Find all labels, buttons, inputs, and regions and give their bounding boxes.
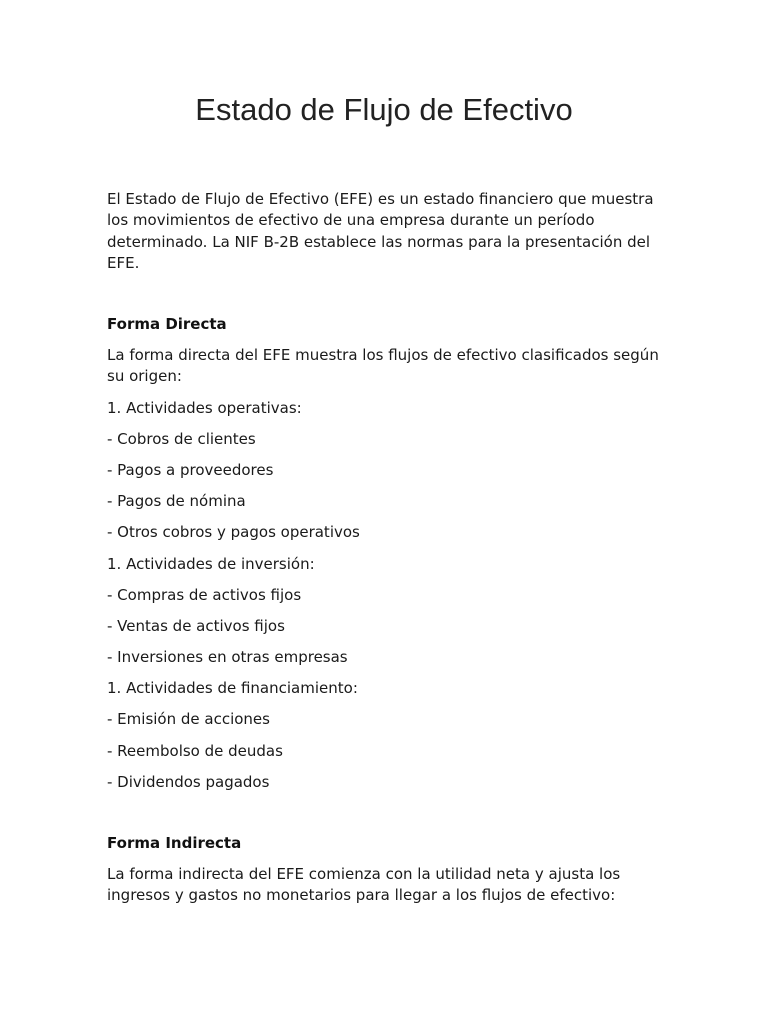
list-item: - Dividendos pagados <box>107 772 270 791</box>
list-item: - Cobros de clientes <box>107 429 256 448</box>
intro-paragraph: El Estado de Flujo de Efectivo (EFE) es un estado financiero que muestra los movimientos de efectivo de una empresa durante un período determinado. La NIF B-2B establece las normas para la presentación del EFE. <box>107 190 654 272</box>
list-item: 1. Actividades de inversión: <box>107 554 315 573</box>
section-forma-indirecta <box>107 833 667 907</box>
section-lead-indirecta: La forma indirecta del EFE comienza con la utilidad neta y ajusta los ingresos y gastos no monetarios para llegar a los flujos de efectivo: <box>107 865 621 905</box>
list-item: - Ventas de activos fijos <box>107 616 285 635</box>
list-item: 1. Actividades operativas: <box>107 398 302 417</box>
list-item: - Inversiones en otras empresas <box>107 648 348 667</box>
section-heading-directa: Forma Directa <box>107 315 227 333</box>
list-item: - Reembolso de deudas <box>107 741 283 760</box>
list-item: 1. Actividades de financiamiento: <box>107 679 358 698</box>
list-item: - Emisión de acciones <box>107 710 270 729</box>
page-title: Estado de Flujo de Efectivo <box>195 92 573 127</box>
section-heading-indirecta: Forma Indirecta <box>107 834 242 852</box>
section-forma-directa <box>107 314 667 803</box>
list-item: - Pagos a proveedores <box>107 460 274 479</box>
section-lead-directa: La forma directa del EFE muestra los flujos de efectivo clasificados según su origen: <box>107 346 659 386</box>
list-item: - Compras de activos fijos <box>107 585 302 604</box>
list-item: - Otros cobros y pagos operativos <box>107 523 360 542</box>
list-item: - Pagos de nómina <box>107 492 246 511</box>
